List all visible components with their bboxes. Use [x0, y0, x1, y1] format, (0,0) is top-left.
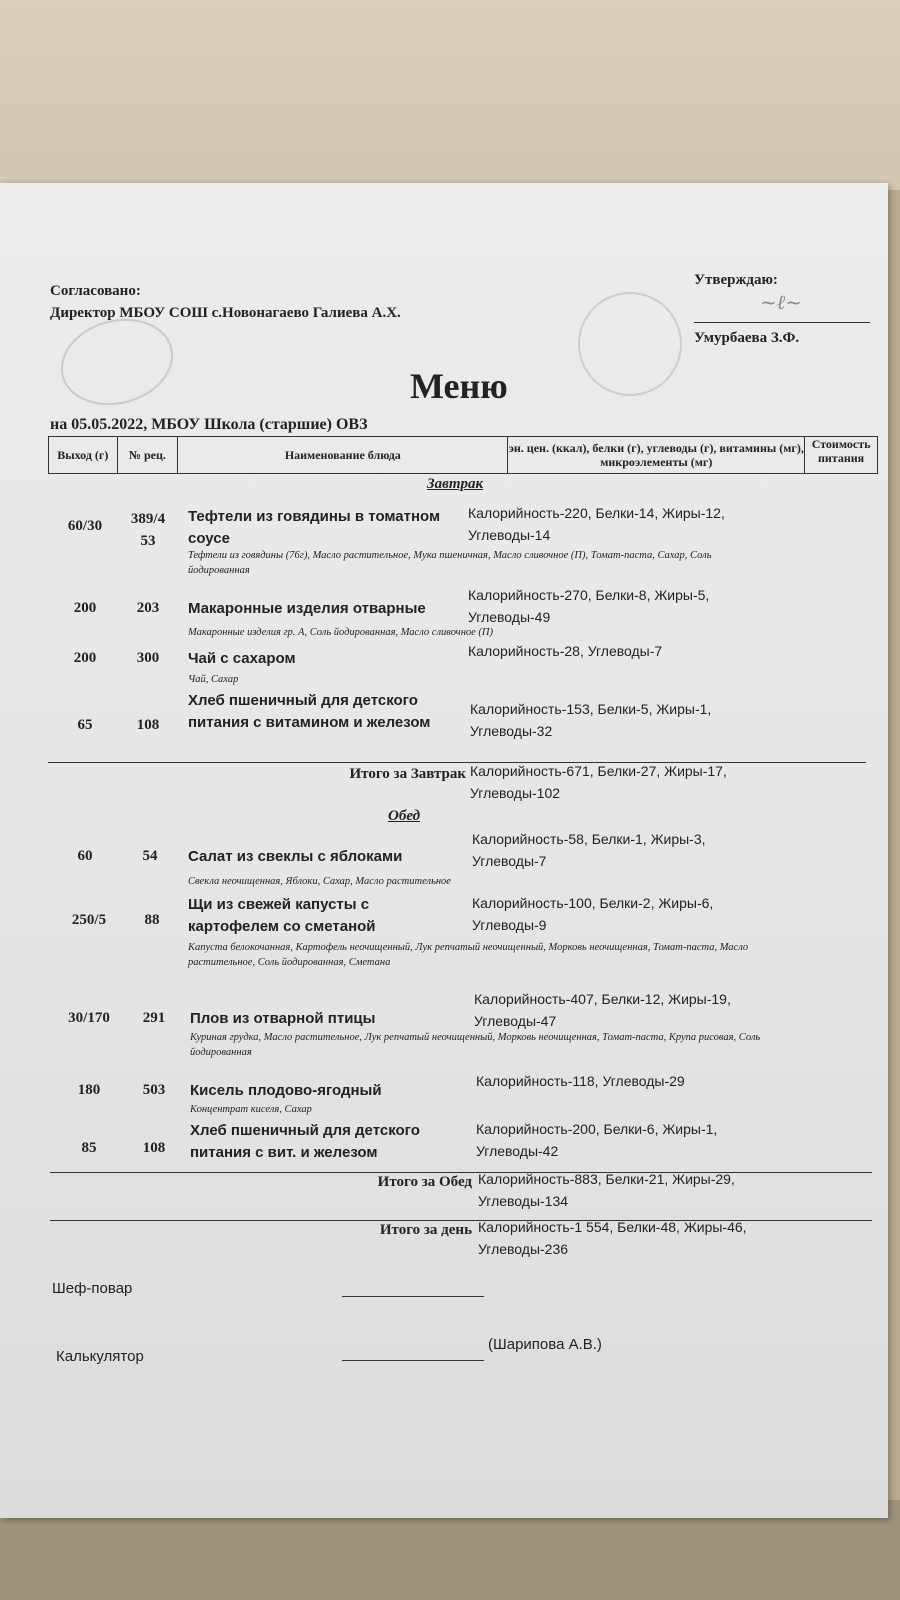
calc-label: Калькулятор	[56, 1348, 144, 1365]
item-recipe: 108	[142, 1140, 166, 1156]
item-recipe: 389/4 53	[130, 511, 166, 549]
col-nutrition: эн. цен. (ккал), белки (г), углеводы (г), витамины (мг), микроэлементы (мг)	[508, 437, 805, 474]
item-output: 65	[77, 717, 93, 733]
approve-label: Утверждаю:	[694, 272, 778, 288]
item-nutrition: Калорийность-270, Белки-8, Жиры-5, Углеводы-49	[468, 587, 710, 625]
round-seal-stamp	[578, 292, 682, 396]
item-name: Макаронные изделия отварные	[188, 600, 426, 617]
item-nutrition: Калорийность-153, Белки-5, Жиры-1, Углеводы-32	[470, 701, 712, 739]
day-total: Калорийность-1 554, Белки-48, Жиры-46, Углеводы-236	[478, 1219, 747, 1257]
lunch-total-label: Итого за Обед	[377, 1174, 472, 1190]
item-output: 250/5	[71, 912, 107, 928]
item-output: 200	[73, 600, 97, 616]
item-output: 180	[77, 1082, 101, 1098]
item-name: Тефтели из говядины в томатном соусе	[188, 508, 441, 547]
item-ingredients: Чай, Сахар	[188, 674, 239, 685]
agreed-block	[50, 280, 401, 324]
item-output: 60	[77, 848, 93, 864]
item-nutrition: Калорийность-118, Углеводы-29	[476, 1073, 685, 1089]
col-cost: Стоимость питания	[805, 437, 878, 474]
col-output: Выход (г)	[49, 437, 118, 474]
chef-label: Шеф-повар	[52, 1280, 133, 1297]
item-nutrition: Калорийность-100, Белки-2, Жиры-6, Углеводы-9	[472, 895, 714, 933]
item-output: 200	[73, 650, 97, 666]
item-nutrition: Калорийность-200, Белки-6, Жиры-1, Углеводы-42	[476, 1121, 718, 1159]
item-nutrition: Калорийность-28, Углеводы-7	[468, 643, 663, 659]
breakfast-total-label: Итого за Завтрак	[349, 766, 466, 782]
day-total-label: Итого за день	[379, 1222, 472, 1238]
calc-signature-line	[342, 1360, 484, 1361]
calc-name: (Шарипова А.В.)	[488, 1336, 602, 1353]
item-output: 60/30	[67, 518, 103, 534]
item-name: Салат из свеклы с яблоками	[188, 848, 403, 865]
item-output: 30/170	[68, 1010, 110, 1026]
menu-table-header	[48, 436, 878, 474]
item-recipe: 88	[144, 912, 160, 928]
agreed-by: Директор МБОУ СОШ с.Новонагаево Галиева А.Х.	[50, 305, 401, 321]
item-ingredients: Тефтели из говядины (76г), Масло растительное, Мука пшеничная, Масло сливочное (П), Томат-паста, Сахар, Соль йодированная	[188, 550, 712, 576]
col-name: Наименование блюда	[178, 437, 508, 474]
approver-signature: ~ℓ~	[760, 290, 802, 314]
page-title: Меню	[410, 366, 508, 406]
item-nutrition: Калорийность-220, Белки-14, Жиры-12, Углеводы-14	[468, 505, 725, 543]
item-recipe: 54	[142, 848, 158, 864]
item-recipe: 291	[142, 1010, 166, 1026]
item-ingredients: Капуста белокочанная, Картофель неочищенный, Лук репчатый неочищенный, Морковь неочищенная, Томат-паста, Масло растительное, Соль йодированная, Сметана	[188, 942, 749, 968]
section-breakfast: Завтрак	[427, 476, 484, 492]
item-nutrition: Калорийность-58, Белки-1, Жиры-3, Углеводы-7	[472, 831, 706, 869]
item-name: Щи из свежей капусты с картофелем со сметаной	[188, 896, 376, 935]
background-wall	[0, 0, 900, 190]
item-ingredients: Концентрат киселя, Сахар	[190, 1104, 312, 1115]
item-name: Кисель плодово-ягодный	[190, 1082, 382, 1099]
chef-signature-line	[342, 1296, 484, 1297]
item-name: Хлеб пшеничный для детского питания с витамином и железом	[188, 692, 431, 731]
item-name: Хлеб пшеничный для детского питания с вит. и железом	[190, 1122, 420, 1161]
lunch-total: Калорийность-883, Белки-21, Жиры-29, Углеводы-134	[478, 1171, 735, 1209]
item-recipe: 203	[136, 600, 160, 616]
item-nutrition: Калорийность-407, Белки-12, Жиры-19, Углеводы-47	[474, 991, 731, 1029]
section-lunch: Обед	[388, 808, 421, 824]
item-name: Чай с сахаром	[188, 650, 296, 667]
agreed-label: Согласовано:	[50, 283, 141, 299]
approver-name: Умурбаева З.Ф.	[694, 330, 800, 346]
item-recipe: 503	[142, 1082, 166, 1098]
item-ingredients: Куриная грудка, Масло растительное, Лук репчатый неочищенный, Морковь неочищенная, Томат-паста, Крупа рисовая, Соль йодированная	[190, 1032, 761, 1058]
item-recipe: 300	[136, 650, 160, 666]
item-ingredients: Свекла неочищенная, Яблоки, Сахар, Масло растительное	[188, 876, 451, 887]
item-name: Плов из отварной птицы	[190, 1010, 376, 1027]
page-subtitle: на 05.05.2022, МБОУ Школа (старшие) ОВЗ	[50, 416, 368, 433]
col-recipe: № рец.	[117, 437, 178, 474]
breakfast-total: Калорийность-671, Белки-27, Жиры-17, Углеводы-102	[470, 763, 727, 801]
approver-signature-line	[694, 322, 870, 323]
item-output: 85	[81, 1140, 97, 1156]
item-recipe: 108	[136, 717, 160, 733]
item-ingredients: Макаронные изделия гр. А, Соль йодированная, Масло сливочное (П)	[188, 627, 494, 638]
